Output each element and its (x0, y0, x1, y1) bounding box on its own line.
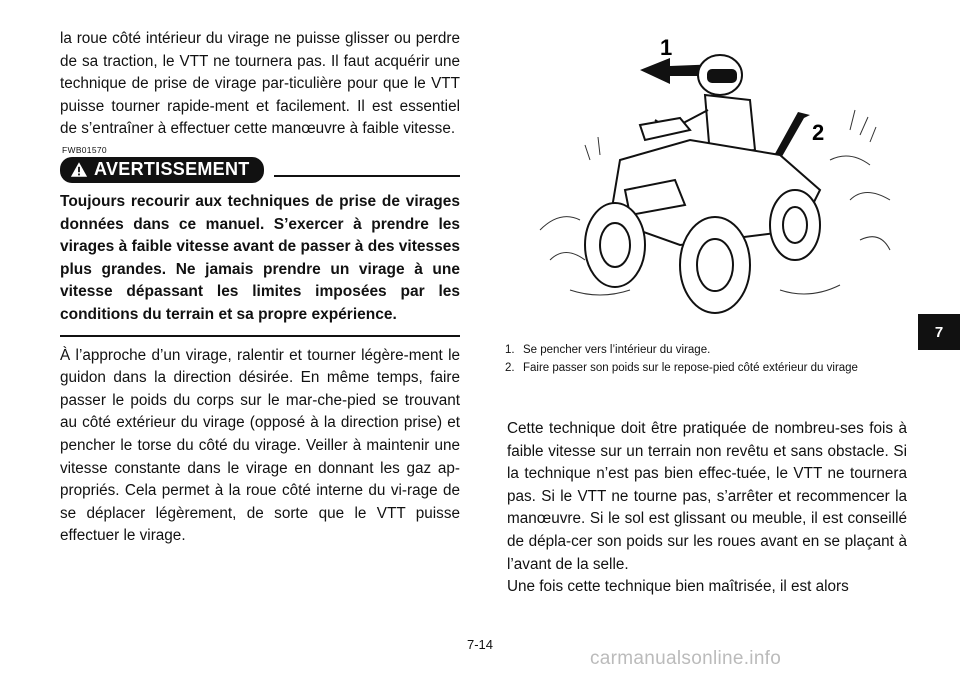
figure-label-1: 1 (660, 35, 673, 60)
right-paragraph-2: Une fois cette technique bien maîtrisée, il est alors (507, 578, 849, 596)
caption-item (505, 342, 910, 358)
atv-turning-illustration (530, 30, 910, 330)
left-column (60, 28, 460, 548)
watermark: carmanualsonline.info (590, 648, 782, 669)
warning-header (60, 157, 460, 183)
warning-end-rule (60, 335, 460, 337)
caption-number: 2. (505, 362, 515, 374)
warning-label: AVERTISSEMENT (94, 159, 250, 180)
intro-paragraph: la roue côté intérieur du virage ne puisse glisser ou perdre de sa traction, le VTT ne tournera pas. Il faut acquérir une technique de prise de virage par-ticulière pour que le VTT puisse tourner rapide-ment et facilement. Il est essentiel de s’entraîner à effectuer cette manœuvre à faible vitesse. (60, 30, 460, 138)
warning-triangle-icon (70, 161, 88, 178)
caption-text: Se pencher vers l’intérieur du virage. (523, 344, 711, 356)
figure-captions (505, 342, 910, 378)
caption-item (505, 360, 910, 376)
warning-rule (274, 175, 460, 177)
warning-text: Toujours recourir aux techniques de prise de virages données dans ce manuel. S’exercer à prendre les virages à faible vitesse avant de passer à des vitesses plus grandes. Ne jamais prendre un virage à une vitesse dépassant les limites imposées par les conditions du terrain et sa propre expérience. (60, 192, 460, 323)
right-paragraph-1: Cette technique doit être pratiquée de nombreu-ses fois à faible vitesse sur un terrain non revêtu et sans obstacle. Si la technique n’est pas bien effec-tuée, le VTT ne tournera pas. Si le VTT ne tourne pas, s’arrêter et recommencer la manœuvre. Si le sol est glissant ou meuble, il est conseillé de dépla-cer son poids sur les roues avant en se plaçant à l’avant de la selle. (507, 420, 907, 573)
chapter-tab: 7 (918, 314, 960, 350)
figure-label-2: 2 (812, 120, 825, 145)
caption-text: Faire passer son poids sur le repose-pied côté extérieur du virage (523, 362, 858, 374)
caption-number: 1. (505, 344, 515, 356)
warning-code: FWB01570 (62, 144, 107, 155)
right-column (507, 418, 907, 599)
warning-badge (60, 157, 264, 183)
body-paragraph: À l’approche d’un virage, ralentir et tourner légère-ment le guidon dans la direction désirée. En même temps, faire passer le poids du corps sur le mar-che-pied se trouvant au côté extérieur du virage (opposé à la direction prise) et pencher le torse du côté du virage. Veiller à maintenir une vitesse constante dans le virage en donnant les gaz ap-propriés. Cela permet à la roue côté interne du vi-rage de se déplacer légèrement, de sorte que le VTT puisse effectuer le virage. (60, 346, 460, 545)
page-number: 7-14 (466, 637, 494, 652)
